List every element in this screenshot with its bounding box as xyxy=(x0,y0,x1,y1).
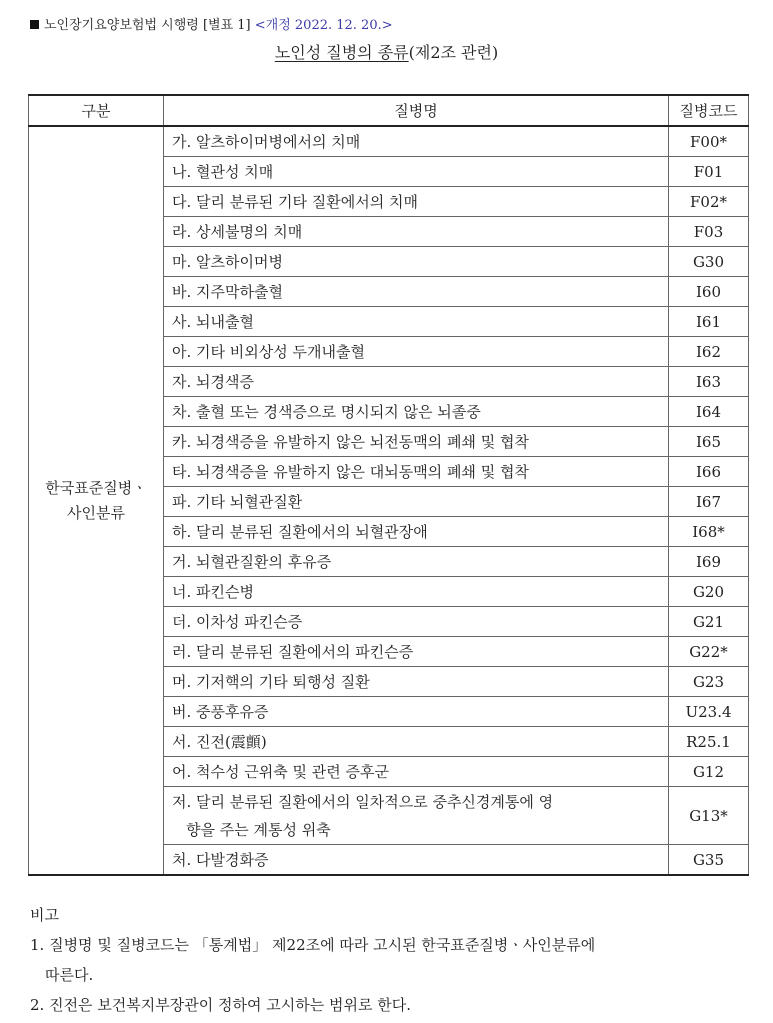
disease-code: G20 xyxy=(669,577,749,607)
disease-code: I66 xyxy=(669,457,749,487)
disease-code: G13* xyxy=(669,787,749,845)
disease-name: 어. 척수성 근위축 및 관련 증후군 xyxy=(164,757,669,787)
page-title xyxy=(0,40,773,63)
law-reference-header xyxy=(30,14,393,33)
disease-code: I64 xyxy=(669,397,749,427)
disease-name: 라. 상세불명의 치매 xyxy=(164,217,669,247)
category-cell xyxy=(29,126,164,875)
disease-code: U23.4 xyxy=(669,697,749,727)
disease-code: I60 xyxy=(669,277,749,307)
column-header-disease-code: 질병코드 xyxy=(669,95,749,126)
title-sub: (제2조 관련) xyxy=(408,43,499,62)
disease-name: 나. 혈관성 치매 xyxy=(164,157,669,187)
disease-code: F03 xyxy=(669,217,749,247)
disease-name-line1: 저. 달리 분류된 질환에서의 일차적으로 중추신경계통에 영 xyxy=(172,792,554,811)
disease-name xyxy=(164,787,669,845)
disease-name: 바. 지주막하출혈 xyxy=(164,277,669,307)
disease-code: G30 xyxy=(669,247,749,277)
notes-section xyxy=(30,900,760,1020)
disease-code: G21 xyxy=(669,607,749,637)
table-header-row xyxy=(29,95,749,126)
note-1-line1: 1. 질병명 및 질병코드는 「통계법」 제22조에 따라 고시된 한국표준질병ㆍ사인분류에 xyxy=(30,936,596,954)
disease-code: G35 xyxy=(669,845,749,876)
category-label-line2: 사인분류 xyxy=(67,503,125,522)
revision-date: <개정 2022. 12. 20.> xyxy=(254,18,393,33)
note-2: 2. 진전은 보건복지부장관이 정하여 고시하는 범위로 한다. xyxy=(30,996,411,1014)
disease-name: 아. 기타 비외상성 두개내출혈 xyxy=(164,337,669,367)
disease-name: 처. 다발경화증 xyxy=(164,845,669,876)
disease-code: G12 xyxy=(669,757,749,787)
disease-name: 가. 알츠하이머병에서의 치매 xyxy=(164,126,669,157)
category-label-line1: 한국표준질병ㆍ xyxy=(45,478,147,497)
disease-name: 카. 뇌경색증을 유발하지 않은 뇌전동맥의 폐쇄 및 협착 xyxy=(164,427,669,457)
disease-code: F01 xyxy=(669,157,749,187)
disease-name: 더. 이차성 파킨슨증 xyxy=(164,607,669,637)
disease-name: 마. 알츠하이머병 xyxy=(164,247,669,277)
disease-name: 사. 뇌내출혈 xyxy=(164,307,669,337)
note-1-line2: 따른다. xyxy=(45,966,94,984)
disease-name: 다. 달리 분류된 기타 질환에서의 치매 xyxy=(164,187,669,217)
title-main: 노인성 질병의 종류 xyxy=(274,43,409,62)
disease-name: 차. 출혈 또는 경색증으로 명시되지 않은 뇌졸중 xyxy=(164,397,669,427)
disease-name: 서. 진전(震顫) xyxy=(164,727,669,757)
disease-table xyxy=(28,94,749,876)
disease-code: R25.1 xyxy=(669,727,749,757)
column-header-category: 구분 xyxy=(29,95,164,126)
disease-name: 머. 기저핵의 기타 퇴행성 질환 xyxy=(164,667,669,697)
disease-name: 거. 뇌혈관질환의 후유증 xyxy=(164,547,669,577)
disease-name: 러. 달리 분류된 질환에서의 파킨슨증 xyxy=(164,637,669,667)
disease-code: F00* xyxy=(669,126,749,157)
disease-code: F02* xyxy=(669,187,749,217)
disease-code: G23 xyxy=(669,667,749,697)
disease-name: 버. 중풍후유증 xyxy=(164,697,669,727)
table-row xyxy=(29,126,749,157)
disease-name: 자. 뇌경색증 xyxy=(164,367,669,397)
notes-heading: 비고 xyxy=(30,906,59,924)
law-name: 노인장기요양보험법 시행령 [별표 1] xyxy=(44,18,251,33)
black-square-icon xyxy=(30,20,39,29)
disease-code: I62 xyxy=(669,337,749,367)
disease-name: 타. 뇌경색증을 유발하지 않은 대뇌동맥의 폐쇄 및 협착 xyxy=(164,457,669,487)
disease-code: G22* xyxy=(669,637,749,667)
column-header-disease-name: 질병명 xyxy=(164,95,669,126)
disease-code: I68* xyxy=(669,517,749,547)
disease-name-line2: 향을 주는 계통성 위축 xyxy=(186,820,331,839)
disease-code: I63 xyxy=(669,367,749,397)
disease-name: 너. 파킨슨병 xyxy=(164,577,669,607)
disease-code: I69 xyxy=(669,547,749,577)
disease-code: I67 xyxy=(669,487,749,517)
disease-code: I61 xyxy=(669,307,749,337)
disease-code: I65 xyxy=(669,427,749,457)
disease-name: 파. 기타 뇌혈관질환 xyxy=(164,487,669,517)
disease-name: 하. 달리 분류된 질환에서의 뇌혈관장애 xyxy=(164,517,669,547)
